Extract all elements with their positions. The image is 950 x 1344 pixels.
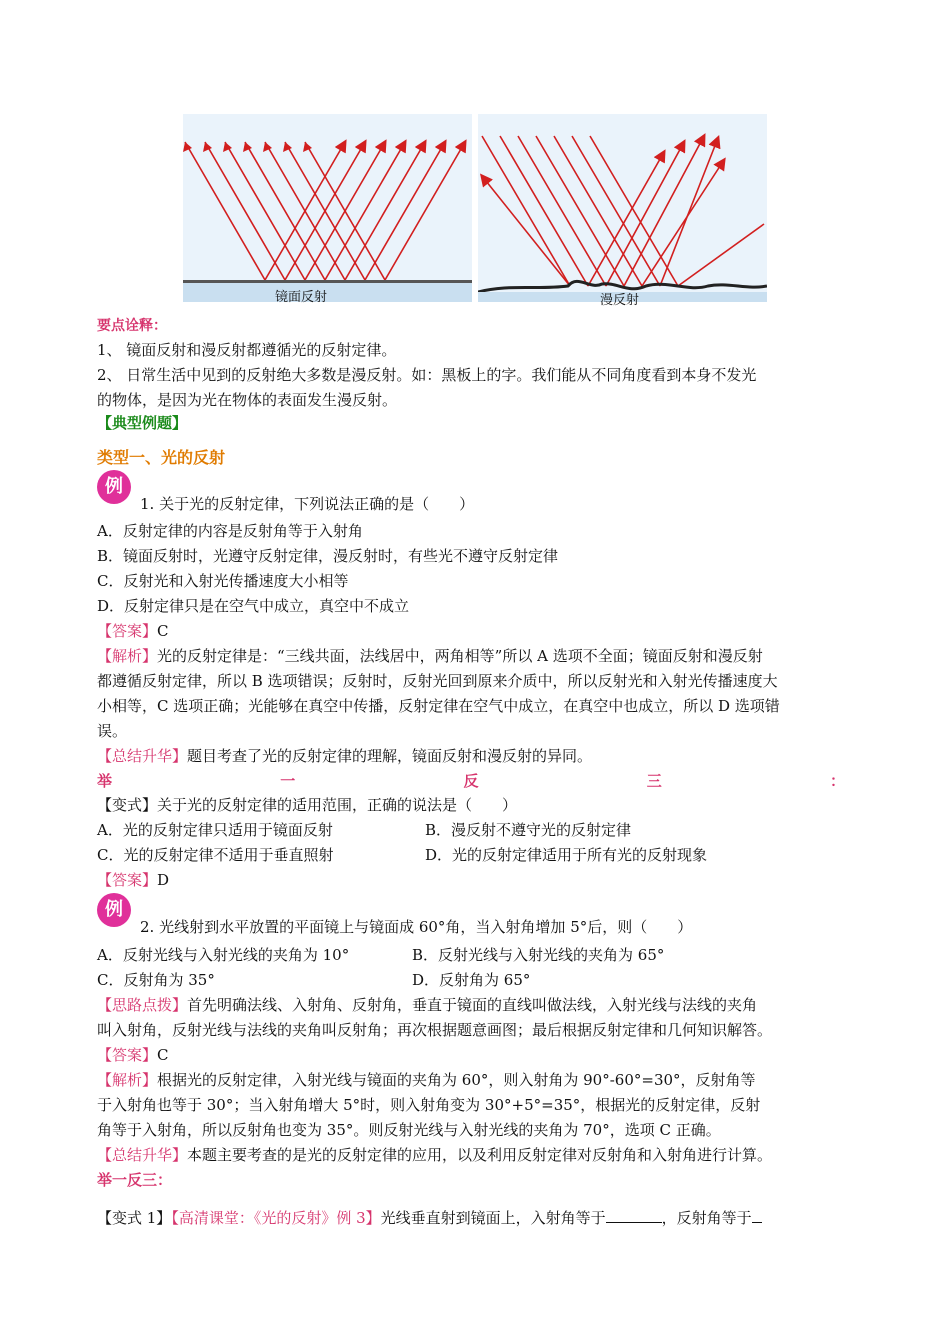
ex2-option-c: C．反射角为 35° [97, 971, 215, 989]
ex1-analysis-2: 都遵循反射定律，所以 B 选项错误；反射时，反射光回到原来介质中，所以反射光和入射光传播速度大 [97, 672, 778, 690]
juyi-char-4: 三 [646, 772, 662, 790]
variant1-answer [97, 870, 169, 890]
variant1-option-a: A．光的反射定律只适用于镜面反射 [97, 821, 333, 839]
specular-reflection-label: 镜面反射 [275, 290, 328, 305]
hint-tag: 【思路点拨】 [97, 996, 188, 1014]
diffuse-reflection-diagram [478, 114, 767, 302]
juyi-char-5: ： [829, 772, 845, 790]
variant1-option-d: D．光的反射定律适用于所有光的反射现象 [425, 846, 708, 864]
summary-tag: 【总结升华】 [97, 747, 188, 765]
examples-heading: 【典型例题】 [97, 414, 188, 432]
variant2-text-2: ，反射角等于 [661, 1209, 752, 1227]
ex1-option-d: D．反射定律只是在空气中成立，真空中不成立 [97, 597, 410, 615]
answer-tag: 【答案】 [97, 871, 158, 889]
variant1-option-c: C．光的反射定律不适用于垂直照射 [97, 846, 334, 864]
ex1-question: 1. 关于光的反射定律，下列说法正确的是（ ） [140, 495, 475, 513]
variant2-text-1: 光线垂直射到镜面上，入射角等于 [380, 1209, 606, 1227]
variant1-option-b: B．漫反射不遵守光的反射定律 [425, 821, 632, 839]
ex2-option-d: D．反射角为 65° [412, 971, 531, 989]
ex1-analysis-3: 小相等，C 选项正确；光能够在真空中传播，反射定律在空气中成立，在真空中也成立，所以 D 选项错 [97, 697, 780, 715]
ex1-summary [97, 746, 592, 766]
answer-value: C [157, 622, 169, 640]
ex1-option-b: B．镜面反射时，光遵守反射定律，漫反射时，有些光不遵守反射定律 [97, 547, 559, 565]
answer-tag: 【答案】 [97, 622, 158, 640]
variant2-tag: 【变式 1】 [97, 1209, 172, 1227]
ex1-option-a: A．反射定律的内容是反射角等于入射角 [97, 522, 363, 540]
juyi-char-3: 反 [463, 772, 479, 790]
variant1-question: 【变式】关于光的反射定律的适用范围，正确的说法是（ ） [97, 796, 518, 814]
example-badge-2: 例 [97, 893, 131, 927]
answer-value: D [157, 871, 170, 889]
ex2-answer [97, 1045, 169, 1065]
ex2-hint-2: 叫入射角，反射光线与法线的夹角叫反射角；再次根据题意画图；最后根据反射定律和几何知识解答。 [97, 1021, 773, 1039]
answer-value: C [157, 1046, 169, 1064]
summary-tag: 【总结升华】 [97, 1146, 188, 1164]
summary-text: 本题主要考查的是光的反射定律的应用，以及利用反射定律对反射角和入射角进行计算。 [187, 1146, 773, 1164]
juyi-char-1: 举 [97, 772, 113, 790]
juyi-fansan-spread [97, 771, 845, 791]
analysis-tag: 【解析】 [97, 1071, 158, 1089]
blank-reflection-angle [752, 1208, 762, 1223]
ex2-analysis-2: 于入射角也等于 30°；当入射角增大 5°时，则入射角变为 30°+5°=35°，根据光的反射定律，反射 [97, 1096, 761, 1114]
specular-reflection-diagram [183, 114, 472, 302]
key-point-1: 1、 镜面反射和漫反射都遵循光的反射定律。 [97, 341, 397, 359]
key-point-2b: 的物体，是因为光在物体的表面发生漫反射。 [97, 391, 398, 409]
blank-incidence-angle [606, 1208, 662, 1223]
key-points-heading: 要点诠释： [97, 318, 167, 334]
example-badge-1: 例 [97, 470, 131, 504]
variant2-source: 【高清课堂：《光的反射》例 3】 [171, 1209, 381, 1227]
type1-heading: 类型一、光的反射 [97, 448, 226, 467]
specular-reflection-figure [183, 114, 472, 305]
ex2-option-a: A．反射光线与入射光线的夹角为 10° [97, 946, 350, 964]
summary-text: 题目考查了光的反射定律的理解，镜面反射和漫反射的异同。 [187, 747, 593, 765]
ex1-analysis-4: 误。 [97, 722, 128, 740]
ex2-summary [97, 1145, 772, 1165]
key-point-2a: 2、 日常生活中见到的反射绝大多数是漫反射。如：黑板上的字。我们能从不同角度看到本身不发光 [97, 366, 757, 384]
hint-text: 首先明确法线、入射角、反射角，垂直于镜面的直线叫做法线，入射光线与法线的夹角 [187, 996, 758, 1014]
juyi-fansan-heading: 举一反三： [97, 1171, 173, 1189]
ex1-analysis-1 [97, 646, 763, 666]
diffuse-reflection-label: 漫反射 [600, 293, 640, 308]
ex2-option-b: B．反射光线与入射光线的夹角为 65° [412, 946, 665, 964]
ex2-analysis-1 [97, 1070, 756, 1090]
ex2-hint-1 [97, 995, 757, 1015]
ex1-option-c: C．反射光和入射光传播速度大小相等 [97, 572, 349, 590]
analysis-text: 根据光的反射定律，入射光线与镜面的夹角为 60°，则入射角为 90°-60°=30°，反射角等 [157, 1071, 756, 1089]
ex2-question: 2. 光线射到水平放置的平面镜上与镜面成 60°角，当入射角增加 5°后，则（ ） [140, 918, 693, 936]
analysis-tag: 【解析】 [97, 647, 158, 665]
variant2-line [97, 1208, 762, 1228]
answer-tag: 【答案】 [97, 1046, 158, 1064]
juyi-char-2: 一 [280, 772, 296, 790]
analysis-text: 光的反射定律是：“三线共面，法线居中，两角相等”所以 A 选项不全面；镜面反射和漫反射 [157, 647, 763, 665]
diffuse-reflection-figure [478, 114, 767, 308]
ex1-answer [97, 621, 169, 641]
ex2-analysis-3: 角等于入射角，所以反射角也变为 35°。则反射光线与入射光线的夹角为 70°，选项 C 正确。 [97, 1121, 721, 1139]
